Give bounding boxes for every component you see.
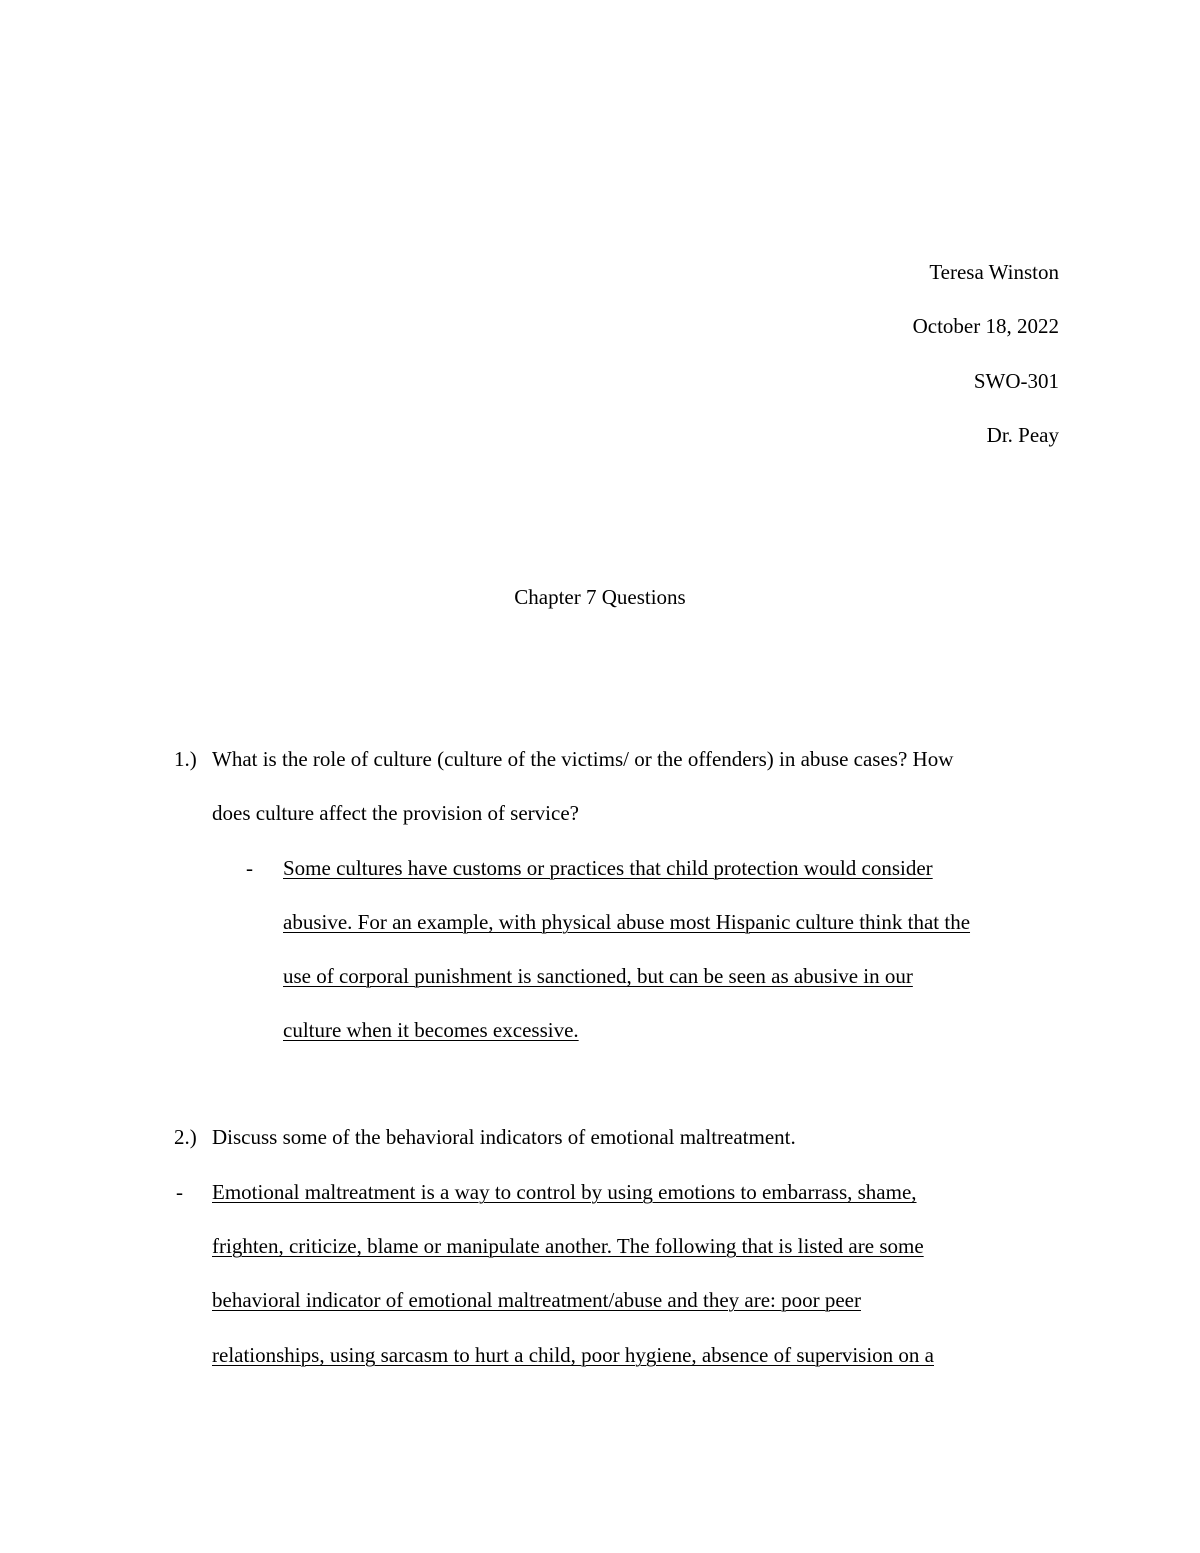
question-2-line-1: Discuss some of the behavioral indicators of emotional maltreatment. [212,1125,796,1149]
answer-1-line-3: use of corporal punishment is sanctioned, but can be seen as abusive in our [283,964,913,988]
answer-2-line-1: Emotional maltreatment is a way to control by using emotions to embarrass, shame, [212,1180,917,1204]
document-title: Chapter 7 Questions [514,585,686,609]
answer-1-bullet: - [246,856,253,880]
answer-2-bullet: - [176,1180,183,1204]
course-code: SWO-301 [973,369,1059,393]
question-1-number: 1.) [174,747,197,771]
answer-2-line-2: frighten, criticize, blame or manipulate another. The following that is listed are some [212,1234,924,1258]
document-date: October 18, 2022 [912,314,1059,338]
answer-1-line-2: abusive. For an example, with physical abuse most Hispanic culture think that the [283,910,971,934]
answer-2-line-3: behavioral indicator of emotional maltreatment/abuse and they are: poor peer [212,1288,861,1312]
answer-1-line-1: Some cultures have customs or practices that child protection would consider [283,856,933,880]
question-2-number: 2.) [174,1125,197,1149]
author-name: Teresa Winston [929,260,1059,284]
instructor-name: Dr. Peay [986,423,1059,447]
answer-1-line-4: culture when it becomes excessive. [283,1018,579,1042]
question-1-line-1: What is the role of culture (culture of the victims/ or the offenders) in abuse cases? How [212,747,954,771]
answer-2-line-4: relationships, using sarcasm to hurt a child, poor hygiene, absence of supervision on a [212,1343,934,1367]
question-1-line-2: does culture affect the provision of service? [212,801,579,825]
